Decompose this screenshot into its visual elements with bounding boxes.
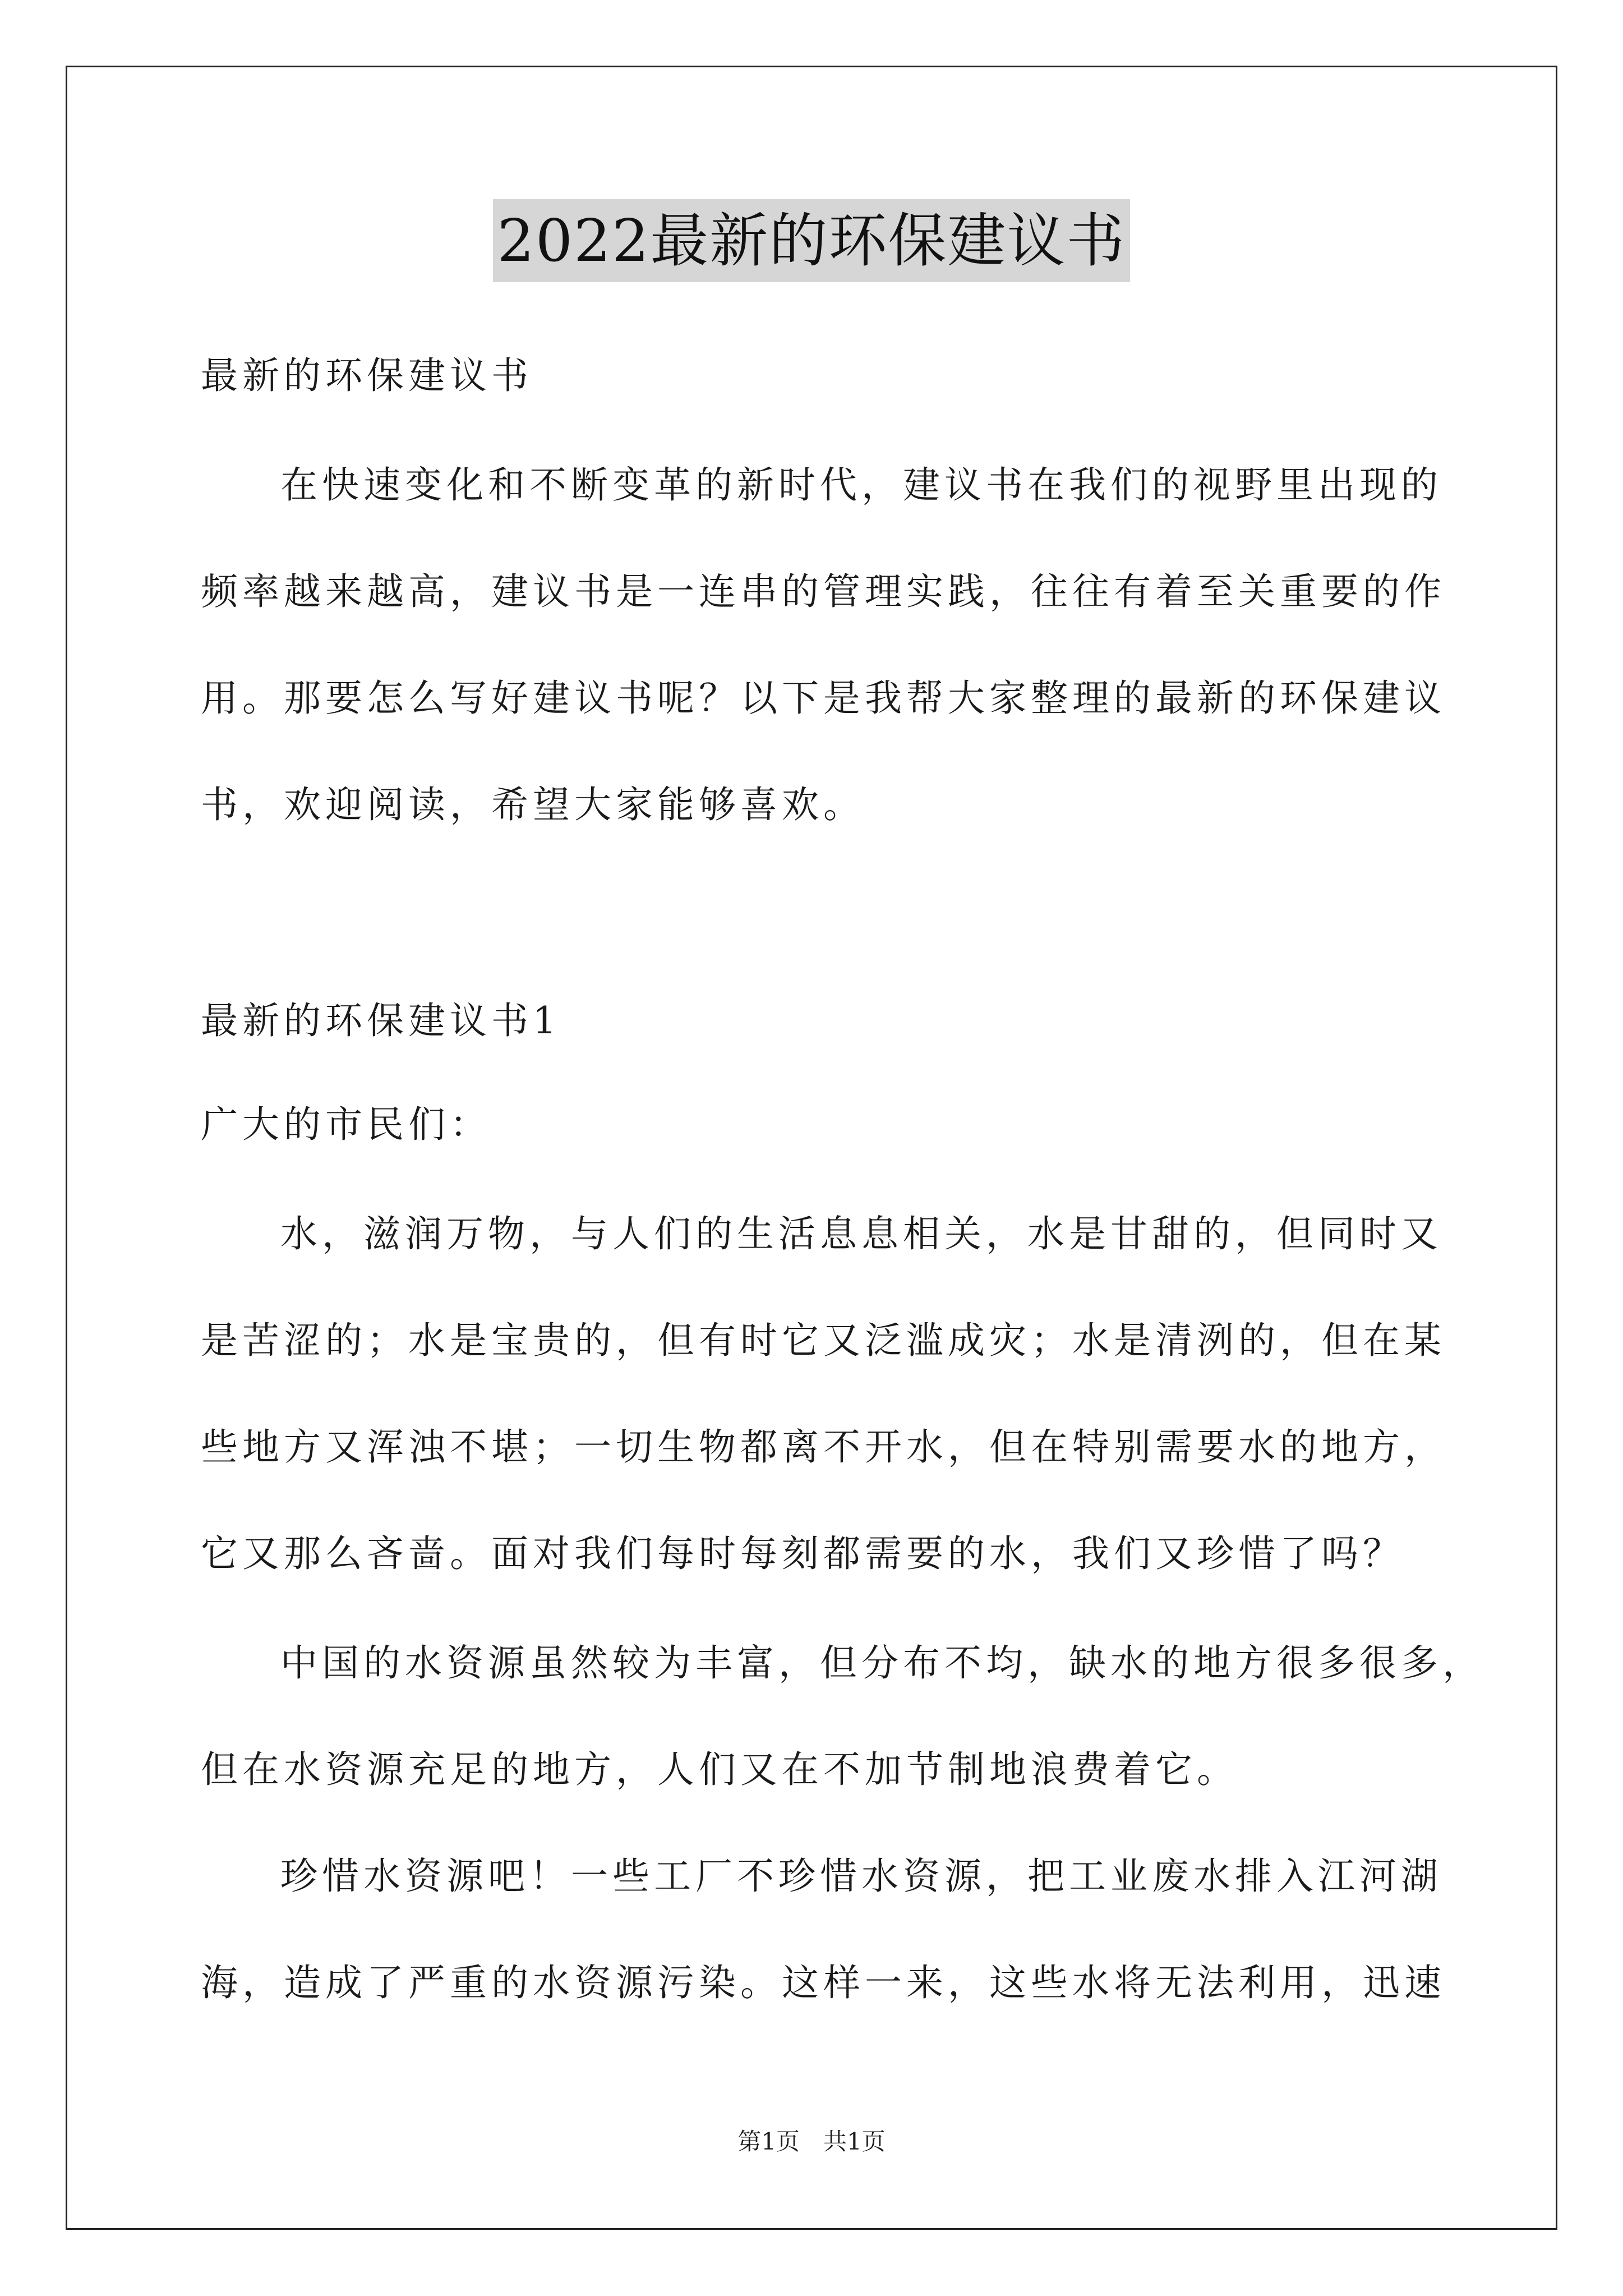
section-heading: 最新的环保建议书1 bbox=[201, 999, 561, 1042]
intro-line: 书，欢迎阅读，希望大家能够喜欢。 bbox=[201, 783, 865, 826]
paragraph-line: 中国的水资源虽然较为丰富，但分布不均，缺水的地方很多很多， bbox=[280, 1641, 1484, 1685]
intro-line: 在快速变化和不断变革的新时代，建议书在我们的视野里出现的 bbox=[280, 463, 1442, 507]
document-title: 2022最新的环保建议书 bbox=[493, 199, 1131, 282]
paragraph-line: 些地方又浑浊不堪；一切生物都离不开水，但在特别需要水的地方， bbox=[201, 1425, 1446, 1469]
paragraph-line: 海，造成了严重的水资源污染。这样一来，这些水将无法利用，迅速 bbox=[201, 1961, 1446, 2004]
page-number-footer: 第1页 共1页 bbox=[737, 2128, 886, 2155]
paragraph-line: 是苦涩的；水是宝贵的，但有时它又泛滥成灾；水是清洌的，但在某 bbox=[201, 1319, 1446, 1362]
paragraph-line: 它又那么吝啬。面对我们每时每刻都需要的水，我们又珍惜了吗？ bbox=[201, 1532, 1404, 1575]
intro-line: 频率越来越高，建议书是一连串的管理实践，往往有着至关重要的作 bbox=[201, 570, 1446, 613]
intro-line: 用。那要怎么写好建议书呢？以下是我帮大家整理的最新的环保建议 bbox=[201, 677, 1446, 720]
title-container bbox=[0, 199, 1623, 282]
paragraph-line: 但在水资源充足的地方，人们又在不加节制地浪费着它。 bbox=[201, 1748, 1238, 1791]
paragraph-line: 珍惜水资源吧！一些工厂不珍惜水资源，把工业废水排入江河湖 bbox=[280, 1855, 1442, 1898]
salutation: 广大的市民们： bbox=[201, 1103, 491, 1146]
document-subtitle: 最新的环保建议书 bbox=[201, 354, 533, 397]
paragraph-line: 水，滋润万物，与人们的生活息息相关，水是甘甜的，但同时又 bbox=[280, 1212, 1442, 1255]
